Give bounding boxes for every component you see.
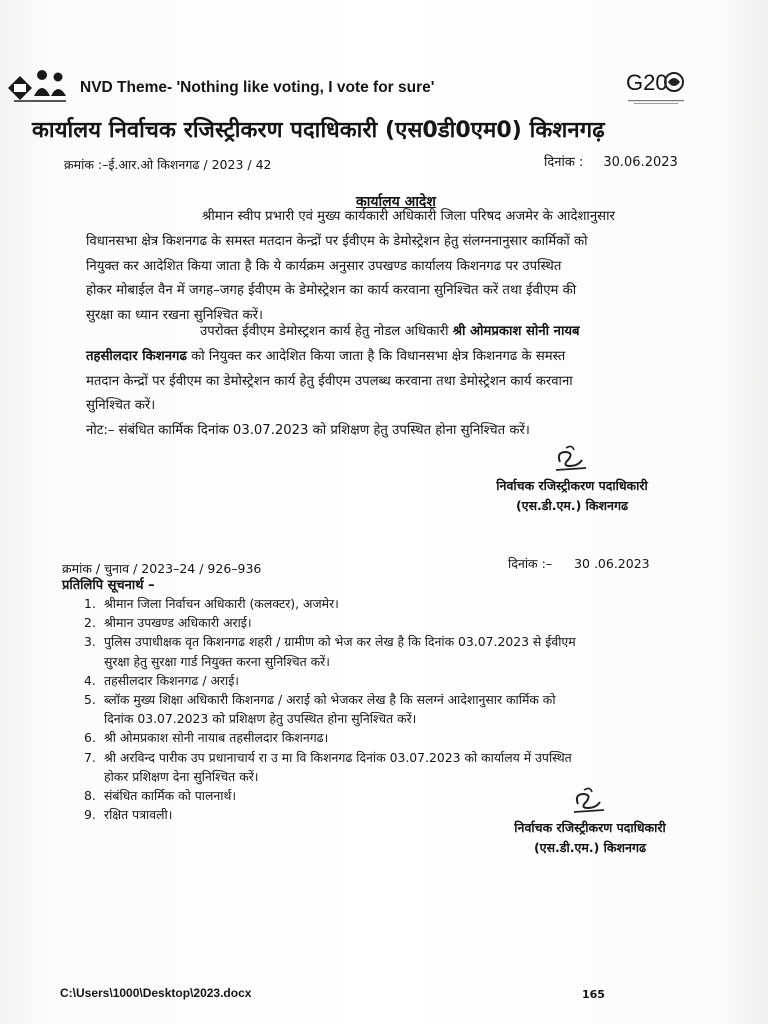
copy-date-value: 30 .06.2023 [574, 556, 650, 571]
page-number: 165 [582, 988, 605, 1001]
order-title: कार्यालय आदेश [356, 194, 436, 210]
date-label: दिनांक : [544, 155, 584, 170]
ref-value: ई.आर.ओ किशनगढ / 2023 / 42 [108, 157, 272, 172]
nodal-officer-name: श्री ओमप्रकाश सोनी नायब [452, 324, 580, 339]
paragraph-line: श्रीमान स्वीप प्रभारी एवं मुख्य कार्यकारी अधिकारी जिला परिषद अजमेर के आदेशानुसार [202, 209, 615, 224]
order-date [544, 152, 678, 170]
paragraph-line: नियुक्त कर आदेशित किया जाता है कि ये कार्यक्रम अनुसार उपखण्ड कार्यालय किशनगढ पर उपस्थित [86, 258, 562, 274]
signature-scribble-icon [552, 444, 592, 474]
copy-reference: क्रमांक / चुनाव / 2023–24 / 926–936 [62, 561, 262, 576]
copy-date-label: दिनांक :– [508, 556, 553, 571]
list-item: 2. श्रीमान उपखण्ड अधिकारी अराई। [84, 615, 252, 631]
list-item: 9. रक्षित पत्रावली। [84, 807, 173, 823]
file-path-footer: C:\Users\1000\Desktop\2023.docx [60, 986, 252, 1000]
order-paragraph-2 [86, 320, 722, 444]
nvd-theme-text: NVD Theme- 'Nothing like voting, I vote for sure' [80, 79, 435, 96]
signature-office: (एस.डी.एम.) किशनगढ [533, 840, 647, 855]
list-item: 7. श्री अरविन्द पारीक उप प्रधानाचार्य रा उ मा वि किशनगढ दिनांक 03.07.2023 को कार्यालय में उपस्थित होकर प्रशिक्षण देना सुनिश्चित करें। [84, 749, 572, 784]
signature-designation: निर्वाचक रजिस्ट्रीकरण पदाधिकारी [514, 820, 666, 835]
order-reference [64, 156, 271, 173]
list-item: 4. तहसीलदार किशनगढ / अराई। [84, 672, 239, 688]
paragraph-line: सुरक्षा का ध्यान रखना सुनिश्चित करें। [86, 308, 264, 324]
g20-logo-icon [622, 68, 690, 112]
signature-office: (एस.डी.एम.) किशनगढ [515, 498, 629, 513]
signature-block-1 [452, 444, 692, 516]
paragraph-line: विधानसभा क्षेत्र किशनगढ के समस्त मतदान केन्द्रों पर ईवीएम के डेमोस्ट्रेशन हेतु संलग्ननानुसार कार्मिकों को [86, 233, 588, 249]
paragraph-line [86, 320, 722, 345]
list-item: 6. श्री ओमप्रकाश सोनी नायाब तहसीलदार किशनगढ। [84, 730, 329, 746]
voter-ballot-box-logo-icon [6, 66, 76, 106]
list-item: 3. पुलिस उपाधीक्षक वृत किशनगढ शहरी / ग्रामीण को भेज कर लेख है कि दिनांक 03.07.2023 से ईवीएम सुरक्षा हेतु सुरक्षा गार्ड नियुक्त करना सुनिश्चित करें। [84, 634, 576, 669]
signature-block-2 [470, 786, 710, 858]
paragraph-line: होकर मोबाईल वैन में जगह–जगह ईवीएम के डेमोस्ट्रेशन का कार्य करवाना सुनिश्चित करें तथा ईवीएम की [86, 283, 577, 299]
date-value: 30.06.2023 [603, 155, 678, 170]
signature-designation: निर्वाचक रजिस्ट्रीकरण पदाधिकारी [496, 478, 648, 493]
order-paragraph-1 [86, 205, 722, 329]
g20-logo-text: G20 [626, 70, 668, 95]
signature-scribble-icon [570, 786, 610, 816]
list-item: 1. श्रीमान जिला निर्वाचन अधिकारी (कलक्टर), अजमेर। [84, 596, 339, 611]
order-note: नोट:– संबंधित कार्मिक दिनांक 03.07.2023 को प्रशिक्षण हेतु उपस्थित होना सुनिश्चित करें। [86, 423, 530, 439]
paragraph-line [86, 345, 722, 370]
copy-date [508, 555, 650, 572]
copy-forwarded-label: प्रतिलिपि सूचनार्थ – [62, 578, 155, 593]
paragraph-line: सुनिश्चित करें। [86, 398, 156, 414]
para2-line2-rest: को नियुक्त कर आदेशित किया जाता है कि विधानसभा क्षेत्र किशनगढ के समस्त [191, 348, 566, 364]
para2-prefix: उपरोक्त ईवीएम डेमोस्ट्रशन कार्य हेतु नोडल अधिकारी [200, 324, 449, 339]
nodal-officer-title: तहसीलदार किशनगढ [86, 348, 187, 364]
list-item: 5. ब्लॉक मुख्य शिक्षा अधिकारी किशनगढ / अराई को भेजकर लेख है कि सलग्नं आदेशानुसार कार्मिक को दिनांक 03.07.2023 को प्रशिक्षण हेतु उपस्थित होना सुनिश्चित करें। [84, 692, 556, 727]
list-item: 8. संबंधित कार्मिक को पालनार्थ। [84, 788, 237, 804]
office-heading: कार्यालय निर्वाचक रजिस्ट्रीकरण पदाधिकारी (एस0डी0एम0) किशनगढ़ [32, 118, 605, 143]
ref-label: क्रमांक :– [64, 157, 109, 172]
paragraph-line: मतदान केन्द्रों पर ईवीएम का डेमोस्ट्रेशन कार्य हेतु ईवीएम उपलब्ध करवाना तथा डेमोस्ट्रेशन कार्य करवाना [86, 373, 573, 389]
